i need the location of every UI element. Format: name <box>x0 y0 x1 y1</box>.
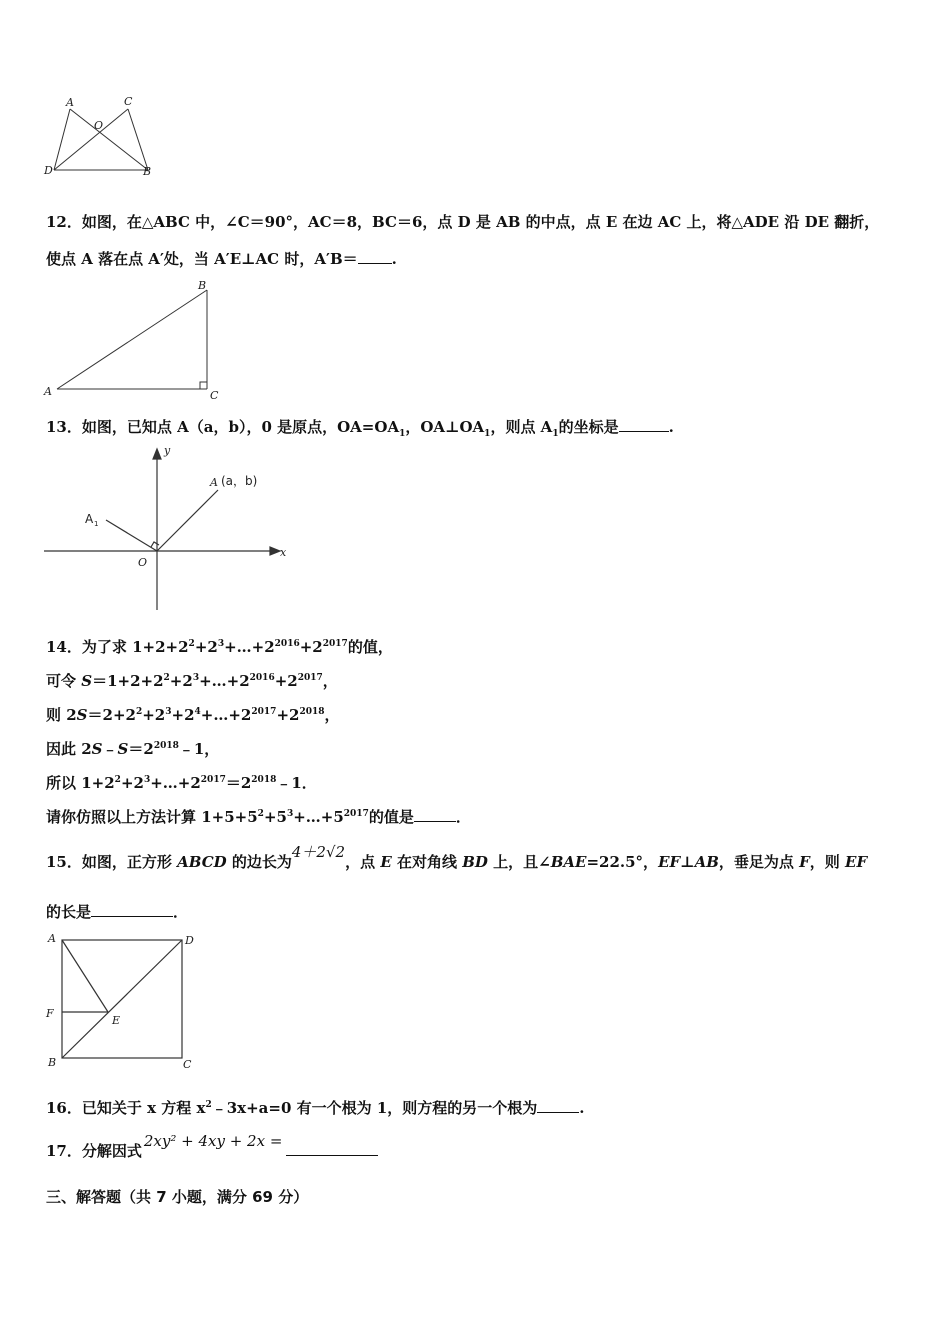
exp: 3 <box>217 639 225 649</box>
q14-text: 因此 2 <box>46 740 92 758</box>
exp: 3 <box>143 775 151 785</box>
q14-text: +2 <box>169 672 193 690</box>
exp: 3 <box>165 707 172 717</box>
label-c: C <box>183 1058 192 1071</box>
q14-line5 <box>46 770 317 793</box>
q15-text: 的长是 <box>46 903 92 921</box>
var-abcd: ABCD <box>177 853 227 871</box>
q14-text: ＝2 <box>225 774 252 792</box>
q14-text: +…+5 <box>293 808 344 826</box>
q14-text: ﹣1． <box>276 774 317 792</box>
q14-text: 可令 <box>46 672 82 690</box>
exp: 2 <box>135 707 143 717</box>
q15-text: 的边长为 <box>226 853 292 871</box>
figure-q15 <box>40 928 210 1073</box>
answer-blank-q13 <box>619 419 669 432</box>
q14-text: +…+2 <box>224 638 275 656</box>
label-c: C <box>124 95 133 108</box>
q14-text: ＝1+2+2 <box>92 672 164 690</box>
q14-line2 <box>46 668 338 691</box>
label-a-coord: (a，b) <box>221 474 258 488</box>
answer-blank-q14 <box>414 809 456 822</box>
q14-text: +2 <box>274 672 298 690</box>
label-a: A <box>44 385 52 398</box>
q14-text: ， <box>322 672 338 690</box>
label-b: B <box>48 1056 57 1069</box>
q14-text: ， <box>324 706 340 724</box>
q15-end: ． <box>173 903 189 921</box>
q14-text: 的值是 <box>368 808 414 826</box>
q14-text: +2 <box>194 638 218 656</box>
q16-end: . <box>579 1099 585 1117</box>
q13-end: . <box>668 418 674 436</box>
exp: 2018 <box>251 775 277 785</box>
var-bae: BAE <box>550 853 587 871</box>
exp: 2018 <box>153 741 179 751</box>
var-f: F <box>799 853 810 871</box>
q13-sub: 1 <box>484 429 491 439</box>
label-a1-sub: 1 <box>94 520 99 528</box>
q14-text: 请你仿照以上方法计算 1+5+5 <box>46 808 258 826</box>
exp: 2 <box>188 639 195 649</box>
label-x: x <box>280 546 287 559</box>
label-a: A <box>66 96 74 109</box>
q14-line1 <box>46 634 393 657</box>
q14-text: +2 <box>142 706 166 724</box>
var-s: S <box>91 740 103 758</box>
q15-text: ，则 <box>809 853 846 871</box>
q17-line <box>46 1132 378 1161</box>
exp: 2 <box>257 809 264 819</box>
exp: 2 <box>163 673 170 683</box>
factor-expr: 2xy² + 4xy + 2x = <box>143 1132 283 1150</box>
q13-text: ，则点 A <box>490 418 553 436</box>
q14-line6 <box>46 804 471 827</box>
exp: 2017 <box>343 809 369 819</box>
label-b: B <box>198 279 207 292</box>
var-s: S <box>117 740 129 758</box>
q12-end: . <box>391 250 397 268</box>
figure-q12 <box>40 278 230 403</box>
var-s: S <box>81 672 93 690</box>
q14-text: ＝2 <box>128 740 154 758</box>
q15-text: ，垂足为点 <box>718 853 800 871</box>
q16-text: ﹣3x+a=0 有一个根为 1，则方程的另一个根为 <box>211 1099 538 1117</box>
q13-text: 的坐标是 <box>558 418 619 436</box>
q13-sub: 1 <box>552 429 559 439</box>
q15-line1 <box>46 843 868 872</box>
label-o: O <box>138 556 148 569</box>
exp: 2 <box>205 1100 212 1110</box>
var-ef: EF <box>658 853 681 871</box>
label-o: O <box>94 119 104 132</box>
q16-text: 16．已知关于 x 方程 x <box>46 1099 206 1117</box>
label-d: D <box>185 934 194 947</box>
answer-blank-q15 <box>91 904 173 917</box>
q15-text: =22.5°， <box>586 853 659 871</box>
q15-text: ，点 <box>345 853 381 871</box>
exp: 2 <box>114 775 121 785</box>
side-length-expr: 4＋2√2 <box>291 843 346 861</box>
q14-text: +…+2 <box>199 672 250 690</box>
label-a1: A <box>85 512 94 526</box>
section-3-title: 三、解答题（共 7 小题，满分 69 分） <box>46 1188 309 1206</box>
q14-text: +…+2 <box>150 774 201 792</box>
label-f: F <box>46 1007 54 1020</box>
q14-text: +5 <box>263 808 287 826</box>
label-b: B <box>143 165 152 178</box>
q15-line2 <box>46 902 188 922</box>
exp: 4 <box>194 707 201 717</box>
q14-end: ． <box>455 808 471 826</box>
q14-text: +2 <box>299 638 323 656</box>
figure-q11 <box>40 95 160 180</box>
label-y: y <box>164 444 171 457</box>
exp: 2016 <box>249 673 275 683</box>
exp: 2018 <box>299 707 325 717</box>
var-s: S <box>76 706 88 724</box>
q14-text: 14．为了求 1+2+2 <box>46 638 189 656</box>
q12-line2 <box>46 249 397 269</box>
exp: 3 <box>286 809 294 819</box>
answer-blank-q17 <box>286 1143 378 1156</box>
q13-sub: 1 <box>399 429 406 439</box>
exp: 2017 <box>297 673 323 683</box>
q14-text: +…+2 <box>200 706 252 724</box>
q16-line <box>46 1095 585 1118</box>
q12-line1 <box>46 212 879 232</box>
label-a: A <box>48 932 56 945</box>
q12-text: 12．如图，在△ABC 中，∠C＝90°，AC＝8，BC＝6，点 D 是 AB 的中点，点 E 在边 AC 上，将△ADE 沿 DE 翻折， <box>46 213 880 231</box>
var-ab: AB <box>694 853 719 871</box>
answer-blank-q12 <box>358 251 392 264</box>
q15-text: 在对角线 <box>391 853 463 871</box>
q15-text: 15．如图，正方形 <box>46 853 178 871</box>
var-bd: BD <box>462 853 488 871</box>
label-e: E <box>112 1014 121 1027</box>
q13-text: 13．如图，已知点 A（a，b），0 是原点，OA=OA <box>46 418 400 436</box>
label-d: D <box>44 164 53 177</box>
exp: 2017 <box>200 775 226 785</box>
answer-blank-q16 <box>537 1100 579 1113</box>
var-e: E <box>380 853 392 871</box>
q14-text: +2 <box>276 706 300 724</box>
q13-text: ，OA⊥OA <box>405 418 485 436</box>
label-c: C <box>210 389 219 402</box>
q14-line3 <box>46 702 340 725</box>
q14-text: ＝2+2 <box>87 706 136 724</box>
exp: 3 <box>192 673 200 683</box>
q14-line4 <box>46 736 219 759</box>
q15-text: 上，且∠ <box>487 853 551 871</box>
q14-text: 的值， <box>347 638 393 656</box>
q17-text: 17．分解因式 <box>46 1142 142 1160</box>
label-a: A <box>210 476 218 489</box>
q14-text: +2 <box>171 706 195 724</box>
exp: 2016 <box>274 639 300 649</box>
figure-q13 <box>40 440 300 615</box>
exp: 2017 <box>251 707 277 717</box>
q12-text2: 使点 A 落在点 A′处，当 A′E⊥AC 时，A′B＝ <box>46 250 358 268</box>
var-ef: EF <box>845 853 868 871</box>
exp: 2017 <box>322 639 348 649</box>
q14-text: 则 2 <box>46 706 77 724</box>
q14-text: +2 <box>120 774 144 792</box>
q14-text: ﹣1， <box>178 740 220 758</box>
q14-text: ﹣ <box>102 740 118 758</box>
q15-text: ⊥ <box>680 853 695 871</box>
q14-text: 所以 1+2 <box>46 774 115 792</box>
